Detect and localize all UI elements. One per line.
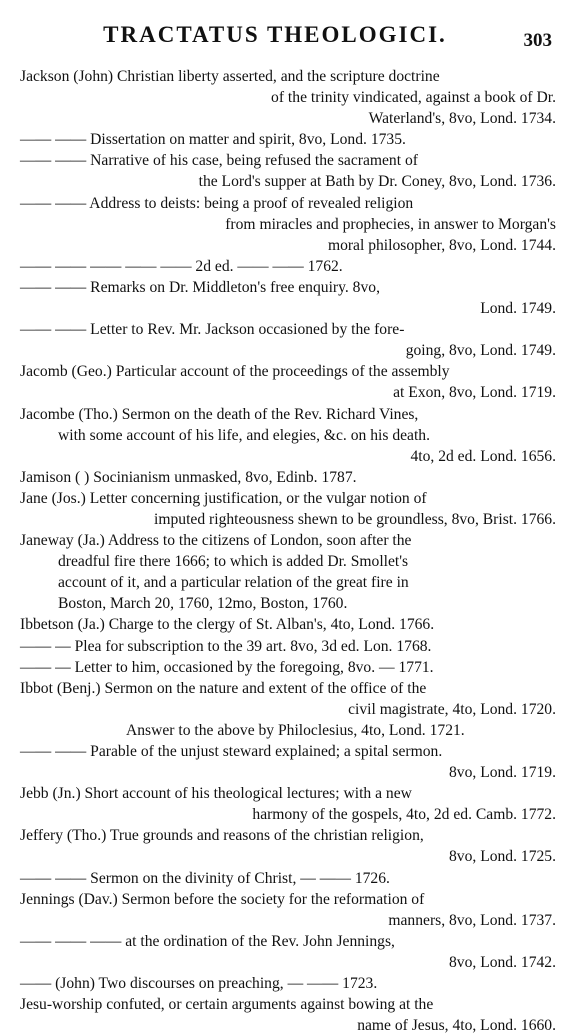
entry-continuation-line: 8vo, Lond. 1742. (449, 953, 556, 971)
entry-line: Ibbetson (Ja.) Charge to the clergy of St. Alban's, 4to, Lond. 1766. (20, 616, 435, 634)
entry-line: —— —— Remarks on Dr. Middleton's free enquiry. 8vo, (20, 278, 380, 296)
bibliography-entry (20, 530, 560, 614)
bibliography-entry (20, 150, 560, 192)
entry-line: Jacombe (Tho.) Sermon on the death of the Rev. Richard Vines, (20, 405, 419, 423)
page-number: 303 (523, 30, 552, 51)
entry-line: Jacomb (Geo.) Particular account of the proceedings of the assembly (20, 363, 450, 381)
bibliography-entry (20, 931, 560, 973)
entry-continuation-line: name of Jesus, 4to, Lond. 1660. (357, 1017, 556, 1035)
entry-line: —— (John) Two discourses on preaching, — —— 1723. (20, 975, 378, 993)
bibliography-entry (20, 361, 560, 403)
entry-line: —— — Plea for subscription to the 39 art. 8vo, 3d ed. Lon. 1768. (20, 637, 432, 655)
entry-line: —— — Letter to him, occasioned by the foregoing, 8vo. — 1771. (20, 658, 434, 676)
entry-continuation-line: at Exon, 8vo, Lond. 1719. (393, 384, 556, 402)
entry-line: Ibbot (Benj.) Sermon on the nature and extent of the office of the (20, 679, 427, 697)
entry-line: —— —— Narrative of his case, being refused the sacrament of (20, 152, 418, 170)
entry-line: Jane (Jos.) Letter concerning justification, or the vulgar notion of (20, 489, 427, 507)
entry-continuation-line: from miracles and prophecies, in answer to Morgan's (225, 215, 556, 233)
entry-line: Jennings (Dav.) Sermon before the society for the reformation of (20, 890, 425, 908)
entry-line: Jackson (John) Christian liberty asserted, and the scripture doctrine (20, 68, 440, 85)
entry-continuation-line: with some account of his life, and elegies, &c. on his death. (58, 426, 430, 444)
bibliography-entry (20, 741, 560, 783)
bibliography-entry (20, 994, 560, 1036)
entry-line: —— —— Parable of the unjust steward explained; a spital sermon. (20, 743, 443, 760)
entry-continuation-line: the Lord's supper at Bath by Dr. Coney, 8vo, Lond. 1736. (198, 173, 556, 191)
bibliography-entry (20, 889, 560, 931)
bibliography-entry (20, 783, 560, 825)
bibliography-entry (20, 614, 560, 635)
entry-line: Jeffery (Tho.) True grounds and reasons of the christian religion, (20, 827, 424, 845)
bibliography-entry (20, 66, 560, 129)
bibliography-entry (20, 129, 560, 150)
entry-continuation-line: of the trinity vindicated, against a book of Dr. (271, 89, 556, 107)
entry-continuation-line: 8vo, Lond. 1725. (449, 848, 556, 866)
entry-line: —— —— —— —— —— 2d ed. —— —— 1762. (20, 257, 343, 275)
bibliography-entry (20, 404, 560, 467)
entry-line: —— —— Address to deists: being a proof of revealed religion (20, 194, 414, 212)
entry-line: Jebb (Jn.) Short account of his theological lectures; with a new (20, 785, 412, 803)
bibliography-entry (20, 973, 560, 994)
entry-continuation-line: moral philosopher, 8vo, Lond. 1744. (327, 236, 556, 254)
bibliography-entry (20, 868, 560, 889)
bibliography-entry (20, 636, 560, 657)
entry-continuation-line: dreadful fire there 1666; to which is added Dr. Smollet's (58, 553, 409, 571)
bibliography-entry (20, 467, 560, 488)
bibliography-entry (20, 256, 560, 277)
entry-continuation-line: Waterland's, 8vo, Lond. 1734. (368, 110, 556, 128)
entry-line: —— —— —— at the ordination of the Rev. John Jennings, (20, 932, 395, 950)
bibliography-entry (20, 678, 560, 741)
bibliography-entry (20, 488, 560, 530)
bibliography-entry (20, 277, 560, 319)
entry-line: Jamison ( ) Socinianism unmasked, 8vo, Edinb. 1787. (20, 468, 357, 486)
entry-line: —— —— Letter to Rev. Mr. Jackson occasioned by the fore- (20, 321, 405, 339)
entry-line: Janeway (Ja.) Address to the citizens of London, soon after the (20, 532, 412, 550)
bibliography-entry (20, 319, 560, 361)
entry-line: Jesu-worship confuted, or certain arguments against bowing at the (20, 996, 434, 1014)
entry-continuation-line: account of it, and a particular relation of the great fire in (58, 574, 409, 592)
entry-continuation-line: Lond. 1749. (480, 300, 556, 318)
bibliography-entry (20, 825, 560, 867)
bibliography-entries (20, 66, 560, 1036)
running-title: TRACTATUS THEOLOGICI. (103, 22, 447, 47)
entry-continuation-line: harmony of the gospels, 4to, 2d ed. Camb. 1772. (252, 806, 556, 824)
entry-line: —— —— Sermon on the divinity of Christ, — —— 1726. (20, 869, 390, 887)
bibliography-entry (20, 193, 560, 256)
entry-continuation-line: Answer to the above by Philoclesius, 4to, Lond. 1721. (126, 721, 465, 739)
bibliography-entry (20, 657, 560, 678)
entry-line: —— —— Dissertation on matter and spirit, 8vo, Lond. 1735. (20, 131, 406, 149)
entry-continuation-line: manners, 8vo, Lond. 1737. (388, 911, 556, 929)
entry-continuation-line: 8vo, Lond. 1719. (449, 764, 556, 782)
entry-continuation-line: going, 8vo, Lond. 1749. (405, 342, 556, 360)
entry-continuation-line: Boston, March 20, 1760, 12mo, Boston, 1760. (58, 595, 348, 613)
entry-continuation-line: civil magistrate, 4to, Lond. 1720. (348, 700, 556, 718)
entry-continuation-line: imputed righteousness shewn to be groundless, 8vo, Brist. 1766. (154, 510, 556, 528)
entry-continuation-line: 4to, 2d ed. Lond. 1656. (410, 447, 556, 465)
